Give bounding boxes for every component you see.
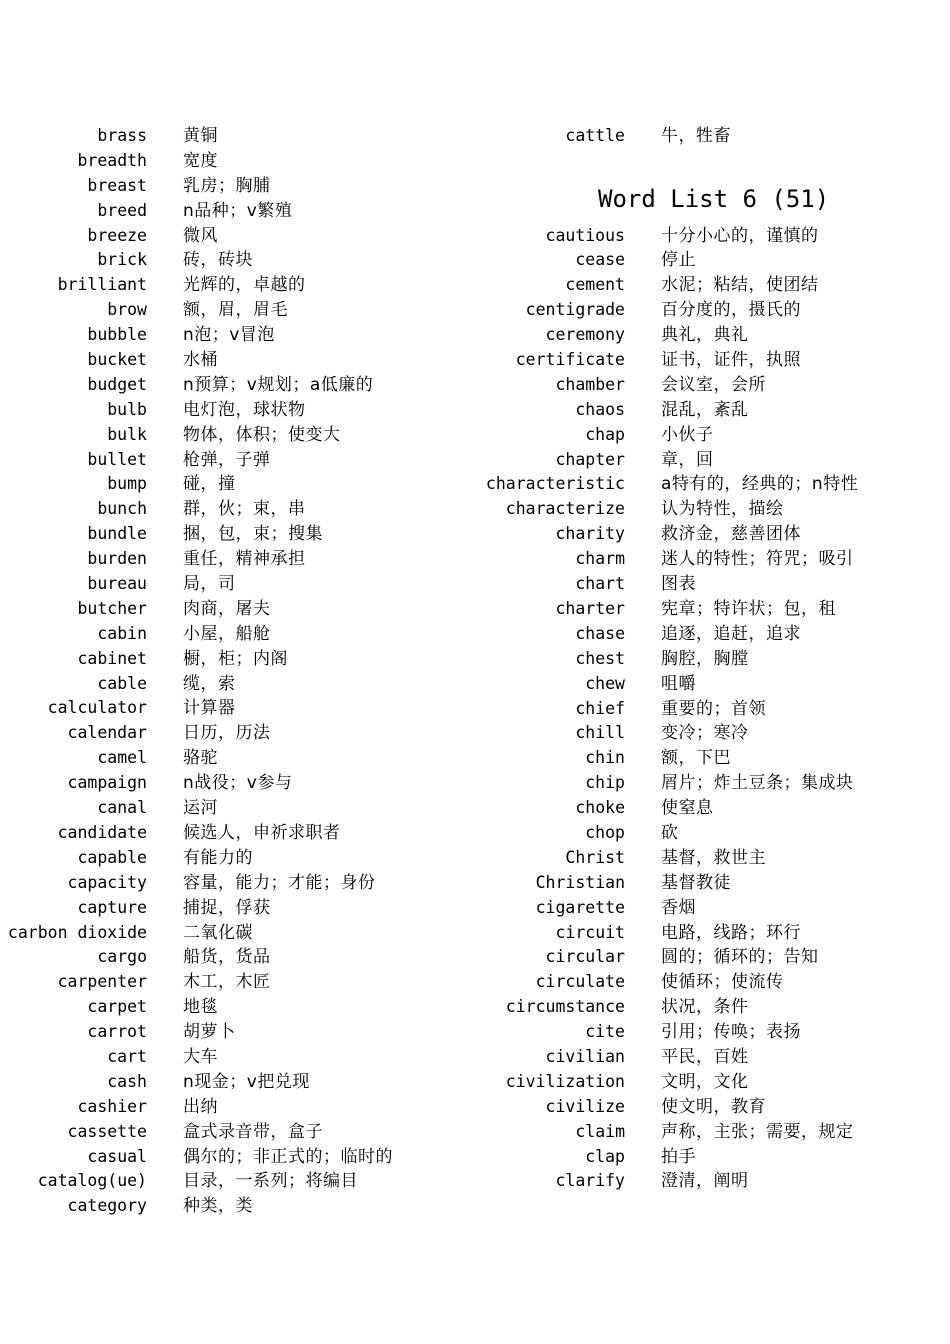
vocab-entry	[0, 1095, 470, 1120]
vocab-entry	[478, 398, 950, 423]
vocab-word: chart	[575, 574, 625, 594]
vocab-word: cargo	[97, 947, 147, 967]
vocab-meaning: 电路，线路；环行	[661, 922, 801, 943]
vocab-meaning: 变冷；寒冷	[661, 723, 749, 744]
vocab-word: ceremony	[545, 325, 625, 345]
vocab-entry	[0, 672, 470, 697]
vocab-entry	[0, 199, 470, 224]
vocab-word: carbon dioxide	[7, 922, 147, 942]
vocab-meaning: 百分度的，摄氏的	[661, 300, 801, 321]
vocab-word: certificate	[515, 350, 625, 370]
vocab-meaning: 状况，条件	[661, 997, 749, 1018]
vocab-meaning: 追逐，追赶，追求	[661, 623, 801, 644]
vocab-word: budget	[87, 374, 147, 394]
vocab-meaning: 橱，柜；内阁	[183, 648, 288, 669]
vocab-entry	[478, 821, 950, 846]
vocab-word: cassette	[67, 1121, 147, 1141]
vocab-meaning: 胸腔，胸膛	[661, 648, 749, 669]
vocab-entry	[0, 1194, 470, 1219]
vocab-meaning: 微风	[183, 225, 218, 246]
vocab-meaning: 小屋，船舱	[183, 623, 271, 644]
vocab-meaning: 物体，体积；使变大	[183, 424, 341, 445]
vocab-meaning: 有能力的	[183, 847, 253, 868]
vocab-word: bulb	[107, 399, 147, 419]
vocab-word: butcher	[77, 598, 147, 618]
vocab-entry	[0, 1120, 470, 1145]
vocab-entry	[478, 697, 950, 722]
vocab-entry	[0, 821, 470, 846]
vocab-entry	[478, 497, 950, 522]
vocab-meaning: 声称，主张；需要，规定	[661, 1121, 854, 1142]
vocab-meaning: 枪弹，子弹	[183, 449, 271, 470]
vocab-entry	[0, 995, 470, 1020]
vocab-word: breast	[87, 175, 147, 195]
right-column	[478, 124, 950, 1194]
vocab-word: cabin	[97, 623, 147, 643]
vocab-meaning: 光辉的，卓越的	[183, 275, 306, 296]
vocab-meaning: 香烟	[661, 897, 696, 918]
vocab-entry	[0, 622, 470, 647]
vocab-entry	[478, 472, 950, 497]
vocab-entry	[478, 423, 950, 448]
vocab-entry	[0, 696, 470, 721]
vocab-meaning: 偶尔的；非正式的；临时的	[183, 1146, 393, 1167]
vocab-meaning: 胡萝卜	[183, 1022, 236, 1043]
vocab-word: chap	[585, 424, 625, 444]
vocab-word: chill	[575, 723, 625, 743]
vocab-meaning: 候选人，申祈求职者	[183, 822, 341, 843]
vocab-meaning: 碰，撞	[183, 474, 236, 495]
vocab-meaning: 引用；传唤；表扬	[661, 1022, 801, 1043]
vocab-word: charm	[575, 549, 625, 569]
vocab-word: bullet	[87, 449, 147, 469]
vocab-meaning: 咀嚼	[661, 673, 696, 694]
vocab-entry	[0, 846, 470, 871]
vocab-entry	[478, 448, 950, 473]
vocab-entry	[478, 224, 950, 249]
vocab-word: chip	[585, 773, 625, 793]
vocab-entry	[0, 1070, 470, 1095]
vocab-word: circumstance	[505, 997, 625, 1017]
vocab-word: cashier	[77, 1096, 147, 1116]
vocab-word: carpet	[87, 997, 147, 1017]
vocab-meaning: 使文明，教育	[661, 1096, 766, 1117]
vocab-meaning: 木工，木匠	[183, 972, 271, 993]
vocab-word: characterize	[505, 499, 625, 519]
vocab-entry	[478, 970, 950, 995]
vocab-entry	[0, 746, 470, 771]
vocab-word: bureau	[87, 574, 147, 594]
vocab-meaning: 小伙子	[661, 424, 714, 445]
vocab-entry	[478, 1145, 950, 1170]
vocab-word: bump	[107, 474, 147, 494]
vocab-meaning: n战役；v参与	[183, 773, 293, 794]
vocab-meaning: 牛，牲畜	[661, 126, 731, 146]
vocab-entry	[478, 597, 950, 622]
vocab-entry	[0, 921, 470, 946]
vocab-word: centigrade	[525, 300, 625, 320]
vocab-word: calendar	[67, 723, 147, 743]
vocab-meaning: 出纳	[183, 1096, 218, 1117]
vocab-meaning: 地毯	[183, 997, 218, 1018]
vocab-word: capacity	[67, 872, 147, 892]
vocab-meaning: 认为特性，描绘	[661, 499, 784, 520]
vocab-word: breeze	[87, 225, 147, 245]
vocab-entry	[478, 771, 950, 796]
vocab-meaning: 基督教徒	[661, 872, 731, 893]
vocab-meaning: 十分小心的，谨慎的	[661, 225, 819, 246]
vocab-word: circulate	[535, 972, 625, 992]
vocab-word: bucket	[87, 350, 147, 370]
vocab-word: chief	[575, 698, 625, 718]
vocab-word: carrot	[87, 1022, 147, 1042]
vocab-word: catalog(ue)	[37, 1171, 147, 1191]
vocab-entry	[478, 273, 950, 298]
vocab-meaning: 证书，证件，执照	[661, 350, 801, 371]
vocab-meaning: 捆，包，束；搜集	[183, 524, 323, 545]
vocab-word: burden	[87, 549, 147, 569]
vocab-word: category	[67, 1196, 147, 1216]
vocab-meaning: 种类，类	[183, 1196, 253, 1217]
vocab-meaning: 圆的；循环的；告知	[661, 947, 819, 968]
vocab-entry	[478, 622, 950, 647]
vocab-entry	[478, 547, 950, 572]
vocab-meaning: 日历，历法	[183, 723, 271, 744]
vocab-entry	[0, 373, 470, 398]
vocab-entry	[478, 572, 950, 597]
vocab-word: bunch	[97, 499, 147, 519]
vocab-entry	[0, 248, 470, 273]
vocab-meaning: 缆，索	[183, 673, 236, 694]
vocab-word: civilization	[505, 1071, 625, 1091]
vocab-meaning: 会议室，会所	[661, 374, 766, 395]
vocab-word: cable	[97, 673, 147, 693]
vocab-word: bubble	[87, 325, 147, 345]
section-heading: Word List 6 (51)	[598, 185, 830, 214]
vocab-word: charity	[555, 524, 625, 544]
vocab-word: chest	[575, 648, 625, 668]
vocab-meaning: 宪章；特许状；包，租	[661, 598, 836, 619]
vocab-word: capture	[77, 897, 147, 917]
vocab-entry	[0, 1145, 470, 1170]
vocab-word: calculator	[47, 698, 147, 718]
vocab-word: Christian	[535, 872, 625, 892]
vocab-meaning: 额，下巴	[661, 748, 731, 769]
vocab-entry	[0, 224, 470, 249]
vocab-meaning: 重要的；首领	[661, 698, 766, 719]
vocab-meaning: 乳房；胸脯	[183, 175, 271, 196]
vocab-meaning: 运河	[183, 798, 218, 819]
vocab-word: bundle	[87, 524, 147, 544]
vocab-entry	[478, 846, 950, 871]
vocab-meaning: n预算；v规划；a低廉的	[183, 374, 374, 395]
vocab-meaning: 计算器	[183, 698, 236, 719]
vocab-meaning: 局，司	[183, 574, 236, 595]
vocab-entry	[478, 647, 950, 672]
vocab-entry	[0, 149, 470, 174]
vocab-meaning: 水泥；粘结，使团结	[661, 275, 819, 296]
vocab-entry	[478, 746, 950, 771]
vocab-word: cart	[107, 1046, 147, 1066]
vocab-meaning: 停止	[661, 250, 696, 271]
vocab-word: brick	[97, 250, 147, 270]
vocab-entry	[0, 1020, 470, 1045]
vocab-word: capable	[77, 847, 147, 867]
vocab-word: clap	[585, 1146, 625, 1166]
vocab-meaning: 迷人的特性；符咒；吸引	[661, 549, 854, 570]
vocab-meaning: 基督，救世主	[661, 847, 766, 868]
vocab-word: breed	[97, 200, 147, 220]
vocab-meaning: 骆驼	[183, 748, 218, 769]
vocab-entry	[0, 273, 470, 298]
vocab-meaning: 使循环；使流传	[661, 972, 784, 993]
vocab-word: brow	[107, 300, 147, 320]
vocab-word: choke	[575, 798, 625, 818]
vocab-meaning: 盒式录音带，盒子	[183, 1121, 323, 1142]
vocab-entry	[0, 647, 470, 672]
vocab-word: Christ	[565, 847, 625, 867]
vocab-meaning: 电灯泡，球状物	[183, 399, 306, 420]
vocab-entry	[478, 348, 950, 373]
vocab-entry	[478, 124, 950, 149]
vocab-word: civilian	[545, 1046, 625, 1066]
vocab-entry	[478, 672, 950, 697]
vocab-meaning: 水桶	[183, 350, 218, 371]
vocab-meaning: 二氧化碳	[183, 922, 253, 943]
vocab-meaning: 砍	[661, 822, 679, 843]
vocab-word: cabinet	[77, 648, 147, 668]
section-heading-row	[478, 149, 950, 224]
vocab-word: characteristic	[485, 474, 625, 494]
vocab-meaning: 文明，文化	[661, 1071, 749, 1092]
vocab-entry	[0, 597, 470, 622]
vocab-entry	[478, 945, 950, 970]
vocab-entry	[0, 547, 470, 572]
vocab-entry	[478, 323, 950, 348]
vocab-entry	[0, 472, 470, 497]
vocab-word: civilize	[545, 1096, 625, 1116]
vocab-word: circuit	[555, 922, 625, 942]
vocab-meaning: 澄清，阐明	[661, 1171, 749, 1192]
left-column	[0, 124, 470, 1219]
vocab-entry	[0, 323, 470, 348]
vocab-word: chapter	[555, 449, 625, 469]
vocab-entry	[478, 522, 950, 547]
vocab-entry	[478, 921, 950, 946]
vocab-meaning: n泡；v冒泡	[183, 325, 275, 346]
vocab-meaning: 屑片；炸土豆条；集成块	[661, 773, 854, 794]
vocab-word: cigarette	[535, 897, 625, 917]
vocab-meaning: 混乱，紊乱	[661, 399, 749, 420]
vocab-entry	[0, 124, 470, 149]
vocab-word: chase	[575, 623, 625, 643]
vocab-entry	[0, 771, 470, 796]
vocab-meaning: 典礼，典礼	[661, 325, 749, 346]
vocab-meaning: 大车	[183, 1046, 218, 1067]
vocab-meaning: n现金；v把兑现	[183, 1071, 310, 1092]
vocab-word: clarify	[555, 1171, 625, 1191]
vocab-entry	[478, 1095, 950, 1120]
vocab-entry	[0, 871, 470, 896]
vocab-entry	[0, 896, 470, 921]
vocab-entry	[0, 970, 470, 995]
vocab-meaning: 拍手	[661, 1146, 696, 1167]
vocab-entry	[0, 1045, 470, 1070]
vocab-entry	[0, 1169, 470, 1194]
vocab-meaning: 重任，精神承担	[183, 549, 306, 570]
vocab-word: charter	[555, 598, 625, 618]
vocab-entry	[0, 298, 470, 323]
vocab-entry	[0, 796, 470, 821]
vocab-entry	[478, 1169, 950, 1194]
vocab-meaning: 救济金，慈善团体	[661, 524, 801, 545]
vocab-meaning: 群，伙；束，串	[183, 499, 306, 520]
vocab-entry	[478, 796, 950, 821]
vocab-entry	[478, 1120, 950, 1145]
vocab-word: cash	[107, 1071, 147, 1091]
vocab-word: campaign	[67, 773, 147, 793]
vocab-meaning: 图表	[661, 574, 696, 595]
vocab-entry	[0, 572, 470, 597]
vocab-entry	[478, 1045, 950, 1070]
vocab-meaning: 使窒息	[661, 798, 714, 819]
vocab-meaning: 黄铜	[183, 126, 218, 146]
vocab-entry	[0, 945, 470, 970]
vocab-word: camel	[97, 748, 147, 768]
vocab-meaning: 船货，货品	[183, 947, 271, 968]
vocab-entry	[0, 497, 470, 522]
vocab-entry	[478, 995, 950, 1020]
vocab-meaning: 宽度	[183, 150, 218, 171]
vocab-entry	[478, 896, 950, 921]
vocab-meaning: 捕捉，俘获	[183, 897, 271, 918]
vocab-entry	[0, 721, 470, 746]
vocab-entry	[478, 1070, 950, 1095]
vocab-word: chew	[585, 673, 625, 693]
vocab-word: circular	[545, 947, 625, 967]
vocab-word: breadth	[77, 150, 147, 170]
vocab-word: bulk	[107, 424, 147, 444]
vocab-entry	[0, 398, 470, 423]
vocab-meaning: 砖，砖块	[183, 250, 253, 271]
vocab-word: cement	[565, 275, 625, 295]
vocab-word: brass	[97, 126, 147, 145]
vocab-meaning: a特有的，经典的；n特性	[661, 474, 859, 495]
vocab-word: cite	[585, 1022, 625, 1042]
vocab-entry	[478, 721, 950, 746]
vocab-word: chop	[585, 822, 625, 842]
vocab-entry	[478, 871, 950, 896]
vocab-meaning: 容量，能力；才能；身份	[183, 872, 376, 893]
vocab-entry	[478, 373, 950, 398]
vocab-entry	[0, 522, 470, 547]
vocab-meaning: n品种；v繁殖	[183, 200, 293, 221]
vocab-word: cautious	[545, 225, 625, 245]
vocab-entry	[0, 423, 470, 448]
vocab-entry	[0, 348, 470, 373]
vocab-meaning: 肉商，屠夫	[183, 598, 271, 619]
vocab-word: claim	[575, 1121, 625, 1141]
vocab-meaning: 目录，一系列；将编目	[183, 1171, 358, 1192]
vocab-entry	[478, 298, 950, 323]
vocab-entry	[478, 1020, 950, 1045]
vocab-word: cattle	[565, 126, 625, 145]
vocab-meaning: 章，回	[661, 449, 714, 470]
vocab-meaning: 平民，百姓	[661, 1046, 749, 1067]
vocab-meaning: 额，眉，眉毛	[183, 300, 288, 321]
vocab-word: chaos	[575, 399, 625, 419]
vocab-word: carpenter	[57, 972, 147, 992]
vocab-word: brilliant	[57, 275, 147, 295]
vocab-word: cease	[575, 250, 625, 270]
vocab-word: canal	[97, 798, 147, 818]
vocab-entry	[478, 248, 950, 273]
vocab-word: chamber	[555, 374, 625, 394]
vocab-entry	[0, 174, 470, 199]
vocab-entry	[0, 448, 470, 473]
vocab-word: casual	[87, 1146, 147, 1166]
vocab-word: candidate	[57, 822, 147, 842]
vocab-word: chin	[585, 748, 625, 768]
